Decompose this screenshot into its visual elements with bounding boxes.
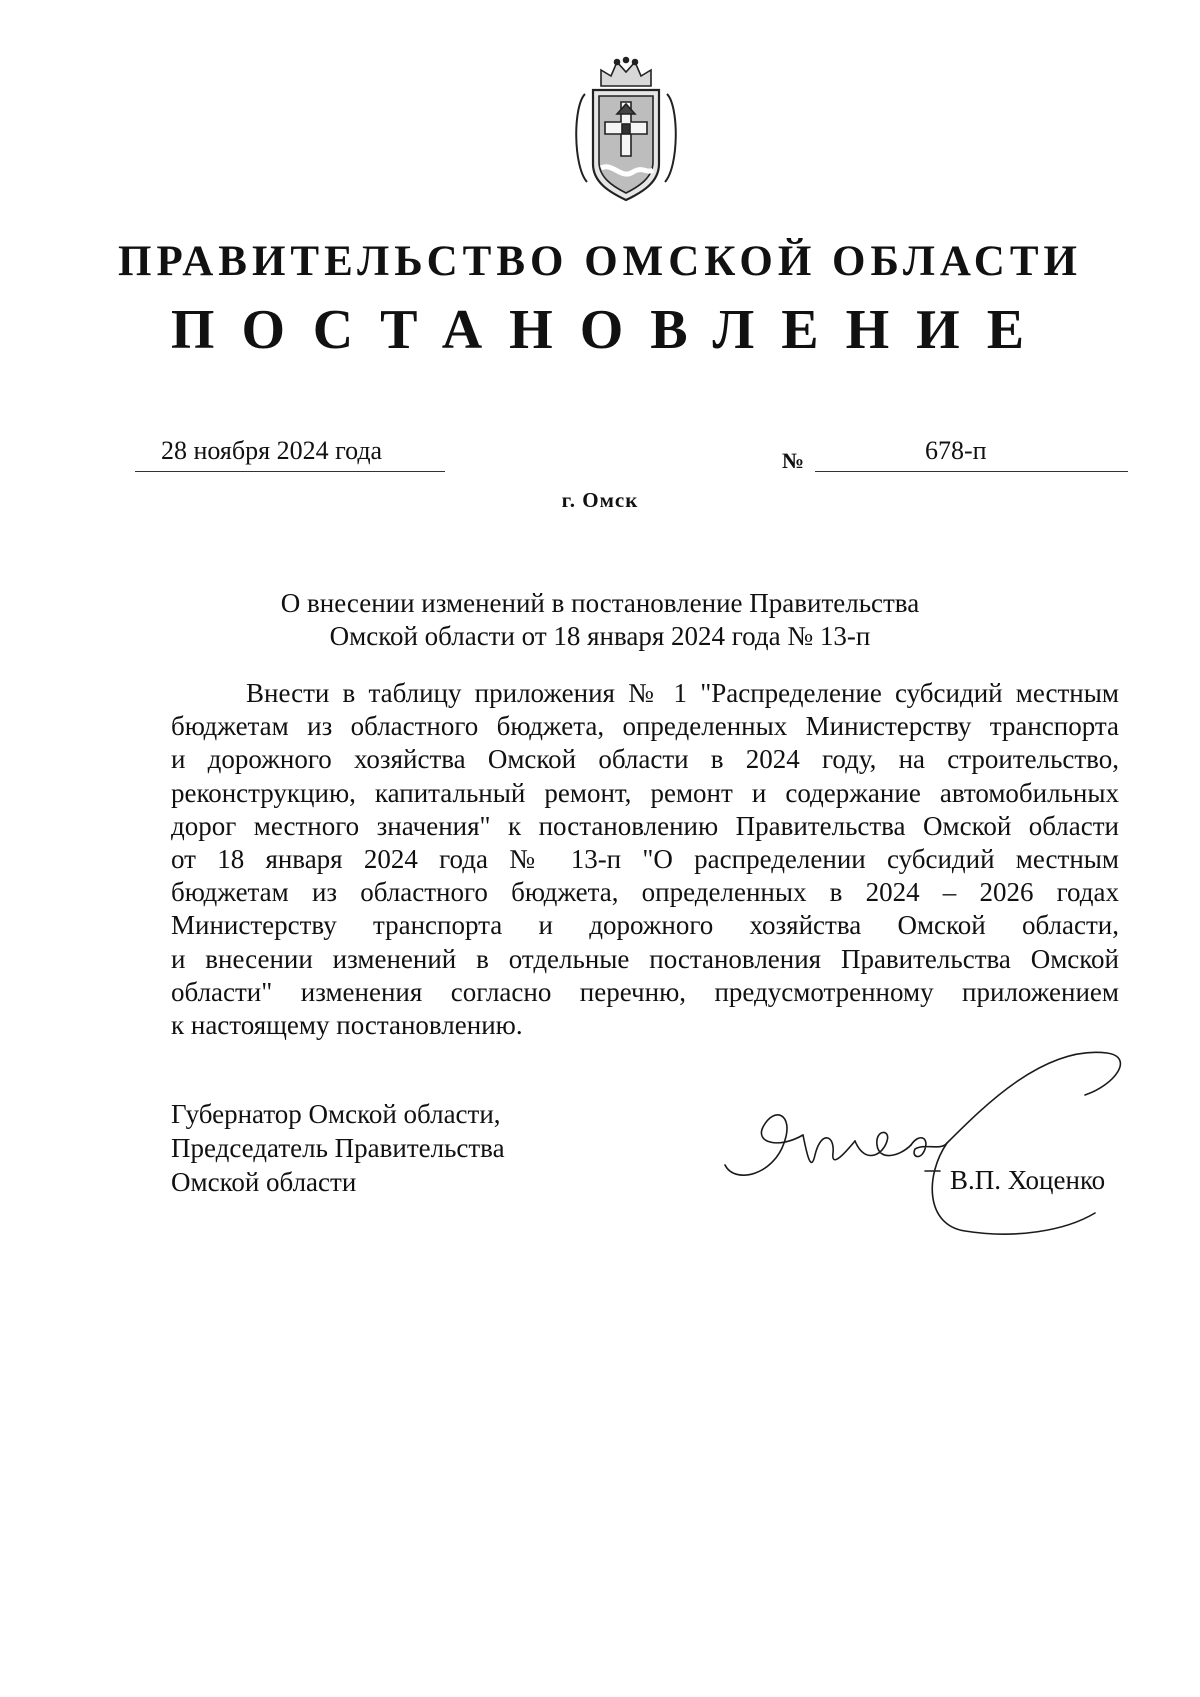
body-line: и дорожного хозяйства Омской области в 2024 году, на строительство, (171, 744, 1119, 775)
body-line: к настоящему постановлению. (171, 1009, 523, 1040)
coat-of-arms-emblem (567, 56, 685, 204)
body-line: реконструкцию, капитальный ремонт, ремонт и содержание автомобильных (171, 777, 1119, 808)
body-line: бюджетам из областного бюджета, определенных Министерству транспорта (171, 711, 1119, 742)
signer-position-line: Председатель Правительства (171, 1133, 505, 1163)
title-line: Омской области от 18 января 2024 года № 13-п (329, 621, 871, 651)
handwritten-signature (715, 1045, 1125, 1245)
document-type: ПОСТАНОВЛЕНИЕ (170, 299, 1052, 361)
document-number-field (815, 433, 1128, 472)
signer-position-line: Омской области (171, 1167, 357, 1197)
city: г. Омск (561, 488, 639, 512)
body-line: дорог местного значения" к постановлению Правительства Омской области (171, 810, 1119, 841)
number-sign: № (782, 448, 805, 473)
body-line: и внесении изменений в отдельные постановления Правительства Омской (171, 943, 1119, 974)
body-line: области" изменения согласно перечню, предусмотренному приложением (171, 976, 1119, 1007)
document-number: 678-п (925, 436, 987, 465)
body-line: бюджетам из областного бюджета, определенных в 2024 – 2026 годах (171, 877, 1119, 908)
document-title (200, 587, 1000, 653)
signer-position (171, 1097, 505, 1199)
signer-position-line: Губернатор Омской области, (171, 1099, 501, 1129)
document-date: 28 ноября 2024 года (161, 436, 383, 465)
body-line: от 18 января 2024 года № 13-п "О распределении субсидий местным (171, 843, 1119, 874)
organization-name: ПРАВИТЕЛЬСТВО ОМСКОЙ ОБЛАСТИ (118, 238, 1082, 285)
title-line: О внесении изменений в постановление Правительства (280, 588, 920, 618)
body-line: Министерству транспорта и дорожного хозяйства Омской области, (171, 910, 1119, 941)
body-line: Внести в таблицу приложения № 1 "Распределение субсидий местным (246, 678, 1119, 708)
signer-name: В.П. Хоценко (950, 1165, 1106, 1195)
body-paragraph (171, 677, 1119, 1042)
document-date-field (135, 433, 445, 472)
